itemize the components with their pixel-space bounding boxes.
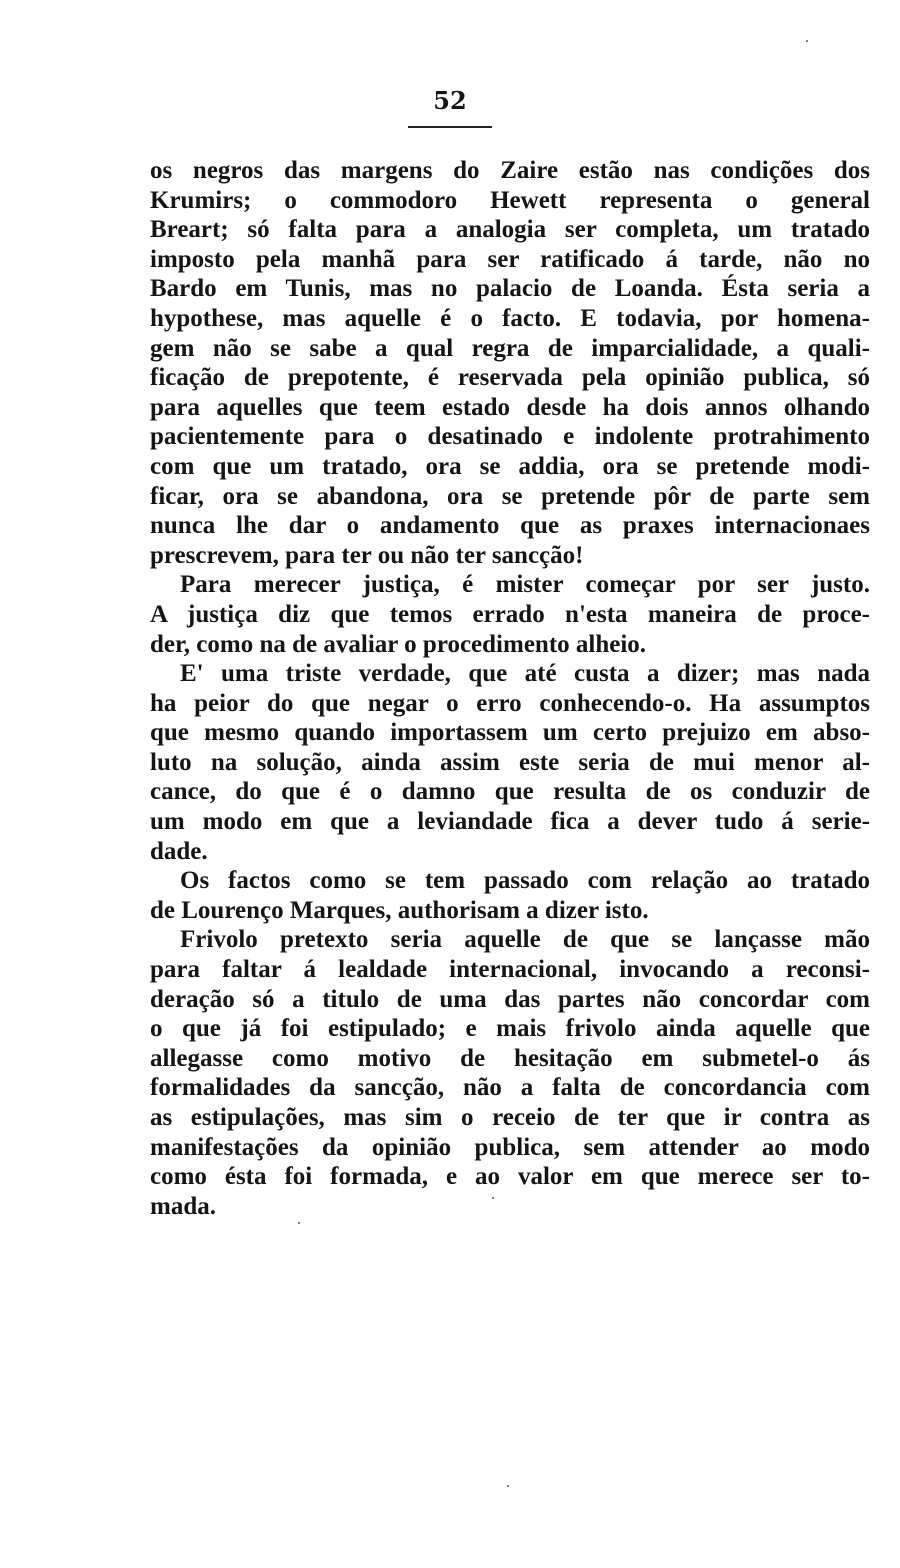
paragraph	[150, 659, 870, 866]
text-line: Frivolo pretexto seria aquelle de que se lançasse mão	[180, 926, 870, 954]
text-line: A justiça diz que temos errado n'esta maneira de proce-	[150, 600, 870, 628]
text-line: deração só a titulo de uma das partes não concordar com	[150, 985, 870, 1013]
text-line: ha peior do que negar o erro conhecendo-o. Ha assumptos	[150, 689, 870, 717]
paragraph	[150, 156, 870, 570]
text-line: Bardo em Tunis, mas no palacio de Loanda. Ésta seria a	[150, 275, 870, 303]
text-line: E' uma triste verdade, que até custa a dizer; mas nada	[180, 660, 870, 688]
text-line: allegasse como motivo de hesitação em submetel-o ás	[150, 1044, 870, 1072]
text-line: luto na solução, ainda assim este seria de mui menor al-	[150, 748, 870, 776]
text-line: prescrevem, para ter ou não ter sancção!	[150, 541, 584, 569]
text-line: para aquelles que teem estado desde ha dois annos olhando	[150, 393, 870, 421]
paper-speck	[492, 1197, 494, 1199]
text-line: Breart; só falta para a analogia ser completa, um tratado	[150, 216, 870, 244]
header-rule	[408, 126, 492, 128]
text-line: de Lourenço Marques, authorisam a dizer isto.	[150, 896, 649, 924]
text-line: der, como na de avaliar o procedimento alheio.	[150, 630, 647, 658]
text-line: formalidades da sancção, não a falta de concordancia com	[150, 1074, 870, 1102]
text-line: ficar, ora se abandona, ora se pretende pôr de parte sem	[150, 482, 870, 510]
text-line: os negros das margens do Zaire estão nas condições dos	[150, 157, 870, 184]
text-line: ficação de prepotente, é reservada pela opinião publica, só	[150, 364, 870, 392]
page-body	[150, 156, 870, 1221]
text-line: gem não se sabe a qual regra de imparcialidade, a quali-	[150, 334, 870, 362]
text-line: mada.	[150, 1192, 216, 1220]
paragraph	[150, 925, 870, 1221]
paragraph	[150, 866, 870, 925]
text-line: Krumirs; o commodoro Hewett representa o general	[150, 186, 870, 214]
paper-speck	[806, 40, 808, 42]
text-line: como ésta foi formada, e ao valor em que merece ser to-	[150, 1163, 870, 1191]
paragraph	[150, 570, 870, 659]
text-line: cance, do que é o damno que resulta de os conduzir de	[150, 778, 870, 806]
paper-speck	[507, 1485, 509, 1487]
text-line: que mesmo quando importassem um certo prejuizo em abso-	[150, 719, 870, 747]
text-line: imposto pela manhã para ser ratificado á tarde, não no	[150, 245, 870, 273]
text-line: nunca lhe dar o andamento que as praxes internacionaes	[150, 512, 870, 540]
page-number: 52	[433, 86, 467, 115]
text-line: hypothese, mas aquelle é o facto. E todavia, por homena-	[150, 304, 870, 332]
text-line: as estipulações, mas sim o receio de ter que ir contra as	[150, 1104, 870, 1131]
text-line: Para merecer justiça, é mister começar por ser justo.	[180, 571, 870, 599]
text-line: Os factos como se tem passado com relação ao tratado	[180, 867, 870, 895]
text-line: manifestações da opinião publica, sem attender ao modo	[150, 1133, 870, 1161]
text-line: dade.	[150, 837, 208, 865]
text-line: um modo em que a leviandade fica a dever tudo á serie-	[150, 808, 870, 836]
text-line: para faltar á lealdade internacional, invocando a reconsi-	[150, 956, 870, 984]
text-line: com que um tratado, ora se addia, ora se pretende modi-	[150, 452, 870, 480]
text-line: o que já foi estipulado; e mais frivolo ainda aquelle que	[150, 1015, 870, 1043]
text-line: pacientemente para o desatinado e indolente protrahimento	[150, 423, 870, 451]
paper-speck	[298, 1222, 300, 1224]
